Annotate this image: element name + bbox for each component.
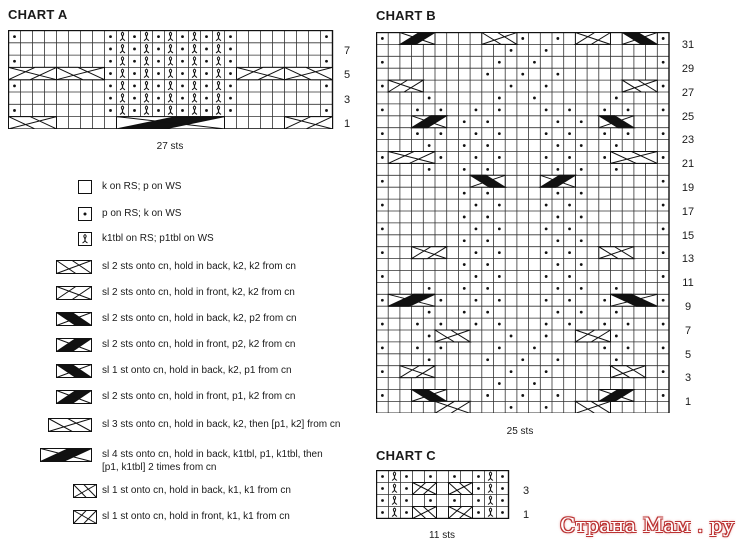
chart-a-row-5: 5 [343, 69, 351, 81]
chart-b-stitch-count: 25 sts [506, 426, 534, 437]
legend-text: sl 2 sts onto cn, hold in front, k2, k2 from cn [102, 287, 295, 298]
cable-1-1-left-icon [73, 510, 97, 524]
legend-text: sl 1 st onto cn, hold in front, k1, k1 from cn [102, 511, 290, 522]
chart-a-title: CHART A [8, 7, 68, 22]
chart-a-row-1: 1 [343, 118, 351, 130]
cable-2-2-right-purl-icon [56, 312, 92, 326]
chart-b-row-19: 19 [681, 181, 695, 194]
chart-a-row-7: 7 [343, 45, 351, 57]
cable-3-2-right-icon [48, 418, 92, 432]
chart-a-row-3: 3 [343, 94, 351, 106]
cable-2-2-left-purl-icon [56, 338, 92, 352]
chart-b-row-21: 21 [681, 158, 695, 171]
legend-text: sl 2 sts onto cn, hold in front, p1, k2 from cn [102, 391, 296, 402]
legend-text: sl 3 sts onto cn, hold in back, k2, then [p1, k2] from cn [102, 419, 341, 430]
legend-text: p on RS; k on WS [102, 208, 182, 219]
chart-b-title: CHART B [376, 8, 436, 23]
chart-b-grid [376, 32, 670, 413]
chart-a-grid [8, 30, 334, 129]
chart-b-row-13: 13 [681, 253, 695, 266]
chart-b-row-23: 23 [681, 134, 695, 147]
chart-b-row-27: 27 [681, 86, 695, 99]
chart-b-row-5: 5 [684, 348, 692, 361]
chart-b-row-11: 11 [682, 277, 694, 290]
legend-text: sl 4 sts onto cn, hold in back, k1tbl, p1, k1tbl, then [p1, k1tbl] 2 times from cn [102, 449, 323, 473]
legend-text: sl 2 sts onto cn, hold in back, k2, p2 from cn [102, 313, 297, 324]
chart-b-row-29: 29 [681, 62, 695, 75]
legend-text: sl 2 sts onto cn, hold in front, p2, k2 from cn [102, 339, 296, 350]
chart-b-row-15: 15 [681, 229, 695, 242]
cable-2-2-left-icon [56, 286, 92, 300]
legend-text: k1tbl on RS; p1tbl on WS [102, 233, 214, 244]
cable-2-1-left-purl-icon [56, 390, 92, 404]
legend [40, 172, 340, 532]
chart-c-row-1: 1 [522, 509, 530, 521]
cable-2-2-right-icon [56, 260, 92, 274]
chart-b-row-17: 17 [681, 205, 695, 218]
watermark: Страна Мам . ру [560, 513, 735, 537]
chart-b-row-25: 25 [681, 110, 695, 123]
chart-b-row-1: 1 [684, 396, 692, 409]
dot-square-icon [78, 207, 92, 221]
legend-text: sl 1 st onto cn, hold in back, k2, p1 from cn [102, 365, 292, 376]
chart-a-stitch-count: 27 sts [156, 141, 184, 152]
chart-c-title: CHART C [376, 448, 436, 463]
chart-c-grid [376, 470, 510, 519]
twisted-stitch-icon [78, 232, 92, 246]
chart-b-row-3: 3 [684, 372, 692, 385]
chart-b-row-7: 7 [684, 324, 692, 337]
legend-text: sl 1 st onto cn, hold in back, k1, k1 from cn [102, 485, 291, 496]
legend-text: sl 2 sts onto cn, hold in back, k2, k2 from cn [102, 261, 296, 272]
chart-b-row-31: 31 [681, 39, 695, 52]
legend-text: k on RS; p on WS [102, 181, 182, 192]
chart-c-stitch-count: 11 sts [429, 530, 455, 541]
chart-b-row-9: 9 [684, 300, 692, 313]
cable-1-1-right-icon [73, 484, 97, 498]
cable-4-4-twisted-icon [40, 448, 92, 462]
chart-c-row-3: 3 [522, 485, 530, 497]
cable-2-1-right-purl-icon [56, 364, 92, 378]
empty-square-icon [78, 180, 92, 194]
